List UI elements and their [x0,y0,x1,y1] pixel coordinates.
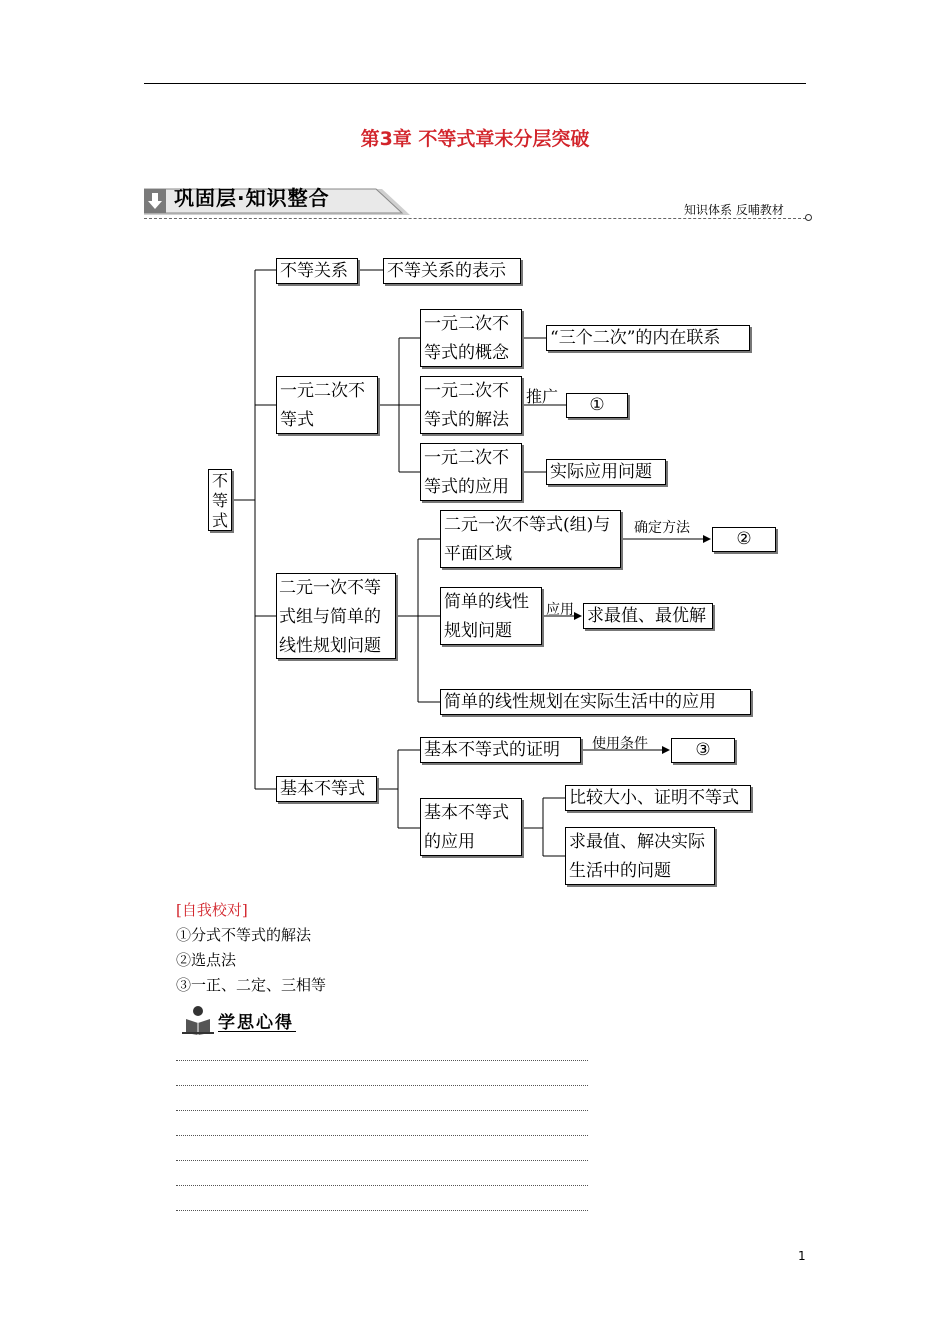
reflection-rule [218,1031,296,1032]
writing-line[interactable] [176,1060,588,1061]
edge-label-apply: 应用 [546,602,574,618]
edge-label-conditions: 使用条件 [592,736,648,752]
node-quadratic-concept: 一元二次不等式的概念 [420,309,522,367]
self-check [176,898,326,998]
node-optimal-solution: 求最值、最优解 [583,603,713,629]
self-check-heading: [自我校对] [176,901,248,919]
answer-3: ③一正、二定、三相等 [176,976,327,994]
page-number: 1 [798,1249,806,1263]
node-quadratic-solving: 一元二次不等式的解法 [420,376,522,434]
node-compare-prove: 比较大小、证明不等式 [565,785,751,811]
writing-line[interactable] [176,1210,588,1211]
answer-2: ②选点法 [176,951,237,969]
writing-line[interactable] [176,1110,588,1111]
writing-line[interactable] [176,1185,588,1186]
node-relation: 不等关系 [276,258,358,284]
node-practical-problems: 实际应用问题 [546,459,666,485]
blank-1: ① [566,393,628,418]
page-title: 第3章 不等式章末分层突破 [360,128,590,150]
reflection-heading: 学思心得 [218,1013,294,1033]
blank-3: ③ [671,738,735,763]
writing-line[interactable] [176,1160,588,1161]
node-three-quadratics-link: “三个二次”的内在联系 [546,325,750,351]
node-quadratic-application: 一元二次不等式的应用 [420,443,522,501]
node-linear-region: 二元一次不等式(组)与平面区域 [440,510,621,568]
edge-label-generalize: 推广 [526,387,559,406]
node-basic-proof: 基本不等式的证明 [420,737,581,763]
node-linear: 二元一次不等式组与简单的线性规划问题 [276,573,396,659]
node-linear-programming: 简单的线性规划问题 [440,587,542,645]
edge-label-method: 确定方法 [634,520,690,536]
reader-icon [180,1005,216,1035]
section-tag: 知识体系 反哺教材 [684,203,784,217]
node-optimize-practical: 求最值、解决实际生活中的问题 [565,827,715,885]
node-basic-inequality: 基本不等式 [276,776,377,802]
blank-2: ② [712,527,776,552]
answer-1: ①分式不等式的解法 [176,926,312,944]
node-linear-practice: 简单的线性规划在实际生活中的应用 [440,689,751,715]
writing-line[interactable] [176,1135,588,1136]
writing-line[interactable] [176,1085,588,1086]
root-node: 不等式 [208,469,232,531]
section-heading: 巩固层·知识整合 [174,186,330,210]
node-relation-representation: 不等关系的表示 [383,258,521,284]
node-quadratic: 一元二次不等式 [276,376,378,434]
node-basic-application: 基本不等式的应用 [420,798,522,856]
